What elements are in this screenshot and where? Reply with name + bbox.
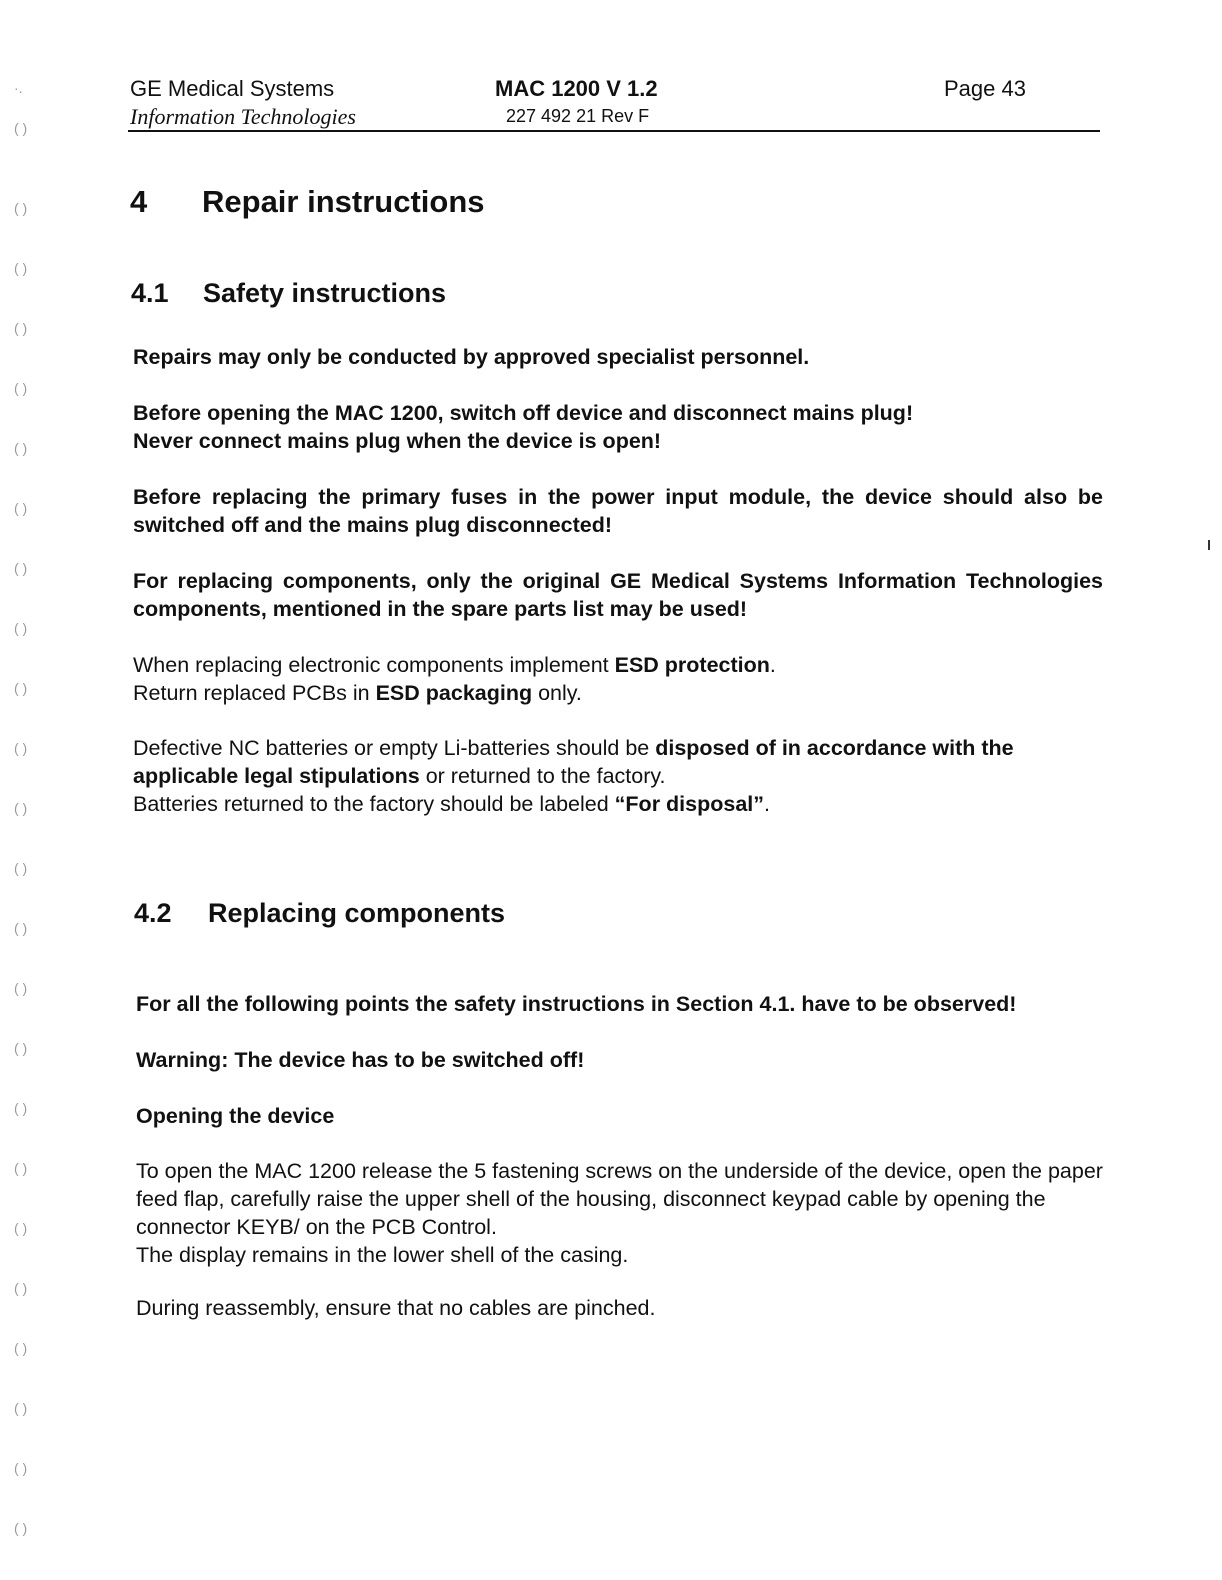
- text: .: [769, 653, 776, 677]
- safety-paragraph-1: Repairs may only be conducted by approved specialist personnel.: [133, 345, 810, 369]
- header-division: Information Technologies: [130, 104, 356, 129]
- header-company: GE Medical Systems: [130, 76, 335, 101]
- instruction-text: To open the MAC 1200 release the 5 fastening screws on the underside of the device, open the paper feed flap, carefully raise the upper shell of the housing, disconnect keypad cable by opening the connector KEYB/ on the PCB Control.: [136, 1159, 1103, 1239]
- header-product: MAC 1200 V 1.2: [495, 76, 658, 101]
- safety-line: Before opening the MAC 1200, switch off device and disconnect mains plug!: [133, 401, 914, 425]
- text: .: [764, 792, 770, 816]
- header-rule: [128, 130, 1100, 132]
- header-doc-number: 227 492 21 Rev F: [506, 106, 650, 126]
- section-number: 4.1: [131, 278, 169, 308]
- instruction-text: The display remains in the lower shell of the casing.: [136, 1243, 629, 1267]
- safety-line: Never connect mains plug when the device is open!: [133, 429, 662, 453]
- battery-line-1: [133, 734, 1103, 790]
- section-title: Replacing components: [208, 898, 506, 928]
- safety-paragraph-2: [133, 399, 1103, 455]
- text: or returned to the factory.: [419, 764, 666, 788]
- text: Defective NC batteries or empty Li-batteries should be: [133, 736, 656, 760]
- emphasis: ESD protection: [614, 653, 770, 677]
- section-number: 4: [130, 184, 148, 219]
- text: When replacing electronic components implement: [133, 653, 615, 677]
- esd-line-2: [133, 679, 1103, 707]
- text: Return replaced PCBs in: [133, 681, 376, 705]
- emphasis: “For disposal”: [614, 792, 764, 816]
- opening-device-subheading: Opening the device: [136, 1104, 335, 1128]
- esd-paragraph: [133, 651, 1103, 707]
- text: Batteries returned to the factory should be labeled: [133, 792, 615, 816]
- header-page-number: Page 43: [944, 76, 1026, 101]
- safety-paragraph-3: Before replacing the primary fuses in the power input module, the device should also be switched off and the mains plug disconnected!: [133, 485, 1103, 537]
- emphasis: disposed of in accordance with the applicable legal stipulations: [133, 736, 1014, 788]
- safety-paragraph-4: For replacing components, only the original GE Medical Systems Information Technologies components, mentioned in the spare parts list may be used!: [133, 569, 1103, 621]
- esd-line-1: [133, 651, 1103, 679]
- section-4-heading: [130, 184, 485, 220]
- warning-paragraph: Warning: The device has to be switched off!: [136, 1048, 585, 1072]
- scan-mark: [1208, 540, 1210, 550]
- replacing-paragraph-1: For all the following points the safety instructions in Section 4.1. have to be observed!: [136, 992, 1017, 1016]
- section-4-2-heading: [134, 898, 505, 929]
- scan-margin-marks: ·. ( ) ( ) ( ) ( ) ( ) ( ) ( ) ( ) ( ) ( ) ( ) ( ) ( ) ( ) ( ) ( ) ( ) ( ) ( ) ( ) ( ) ( ) ( ) ( ): [14, 80, 28, 1536]
- section-title: Safety instructions: [203, 278, 447, 308]
- section-number: 4.2: [134, 898, 172, 928]
- battery-line-2: [133, 790, 1103, 818]
- battery-paragraph: [133, 734, 1103, 818]
- section-4-1-heading: [131, 278, 446, 309]
- text: only.: [532, 681, 582, 705]
- emphasis: ESD packaging: [375, 681, 533, 705]
- section-title: Repair instructions: [202, 184, 485, 219]
- reassembly-note: During reassembly, ensure that no cables are pinched.: [136, 1296, 656, 1320]
- opening-instructions: [136, 1157, 1106, 1269]
